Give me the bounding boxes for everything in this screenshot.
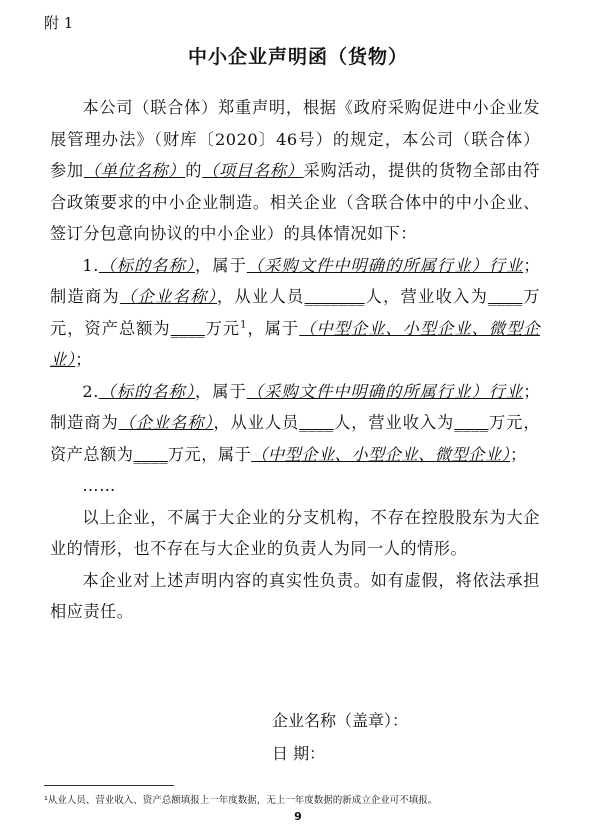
item2-end: ； xyxy=(510,444,527,464)
item1-assets-blank: ____ xyxy=(170,318,206,338)
para1-text-a: 本公司（联合体）郑重声明，根据《政府采购促进中小企业发展管理办法》（财库〔2020〕46号）的规定，本公司（联合体）参加 xyxy=(50,98,540,180)
para1-text-b: 的 xyxy=(185,161,203,180)
item2-belongs-label: ，属于 xyxy=(195,381,247,401)
ellipsis: …… xyxy=(82,476,116,495)
footnote-divider xyxy=(44,785,174,786)
item1-type-field: （中型企业、小型企业、微型企业） xyxy=(50,318,541,369)
item2-assets-blank: ____ xyxy=(133,444,168,464)
attachment-label: 附 1 xyxy=(44,14,74,32)
company-seal-label: 企业名称（盖章）： xyxy=(272,711,409,730)
para1-text-c: 采购活动，提供的货物全部由符合政策要求的中小企业制造。相关企业（含联合体中的中小企业、签订分包意向协议的中小企业）的具体情况如下： xyxy=(50,161,541,243)
date-label: 日 期： xyxy=(272,744,326,763)
item2-industry-field: （采购文件中明确的所属行业）行业 xyxy=(246,381,524,401)
footnote-text: ¹从业人员、营业收入、资产总额填报上一年度数据，无上一年度数据的新成立企业可不填报。 xyxy=(44,795,438,806)
item1-staff-label: ，从业人员 xyxy=(217,287,305,306)
unit-name-field: （单位名称） xyxy=(83,161,186,180)
item2-staff-label: ，从业人员 xyxy=(213,413,300,432)
item1-end: ； xyxy=(75,350,92,369)
page-title: 中小企业声明函（货物） xyxy=(187,46,408,68)
item1-manufacturer-label: ；制造商为 xyxy=(50,255,541,306)
item1-belongs-label: ，属于 xyxy=(195,255,247,275)
item2-belongs2-label: ，属于 xyxy=(201,444,252,464)
item1-subject-field: （标的名称） xyxy=(98,255,196,275)
item1-wan-unit: 万元 xyxy=(205,318,241,338)
item2-company-field: （企业名称） xyxy=(118,413,214,432)
signature-block xyxy=(272,704,408,770)
item1-assets-label: 万元，资产总额为 xyxy=(50,287,541,338)
enterprise-item-1 xyxy=(50,250,540,376)
project-name-field: （项目名称） xyxy=(202,161,304,180)
item1-industry-field: （采购文件中明确的所属行业）行业 xyxy=(246,255,524,275)
item2-revenue-label: 人，营业收入为 xyxy=(333,413,455,432)
non-large-enterprise-statement: 以上企业，不属于大企业的分支机构，不存在控股股东为大企业的情形，也不存在与大企业的负责人为同一人的情形。 xyxy=(50,507,540,558)
item2-staff-blank: ____ xyxy=(299,413,334,432)
item2-revenue-blank: ____ xyxy=(454,413,489,432)
footnote-marker: 1 xyxy=(240,319,247,331)
enterprise-item-2 xyxy=(50,376,540,471)
item1-revenue-label: 人，营业收入为 xyxy=(364,287,489,306)
item2-wan-unit: 万元 xyxy=(167,444,202,464)
letter-body xyxy=(50,92,540,628)
item1-revenue-blank: ____ xyxy=(488,287,523,306)
declaration-paragraph xyxy=(50,92,540,250)
item1-number: 1. xyxy=(82,255,99,275)
page-number: 9 xyxy=(294,810,302,823)
liability-statement: 本企业对上述声明内容的真实性负责。如有虚假，将依法承担相应责任。 xyxy=(50,570,540,621)
item2-type-field: （中型企业、小型企业、微型企业） xyxy=(251,444,511,464)
item2-assets-label: 万元，资产总额为 xyxy=(50,413,541,464)
item1-belongs2-label: ，属于 xyxy=(246,318,300,338)
item1-staff-blank: _______ xyxy=(304,287,365,306)
item2-manufacturer-label: ；制造商为 xyxy=(50,381,541,432)
item2-subject-field: （标的名称） xyxy=(98,381,196,401)
item2-number: 2. xyxy=(82,381,99,401)
item1-company-field: （企业名称） xyxy=(120,287,218,306)
